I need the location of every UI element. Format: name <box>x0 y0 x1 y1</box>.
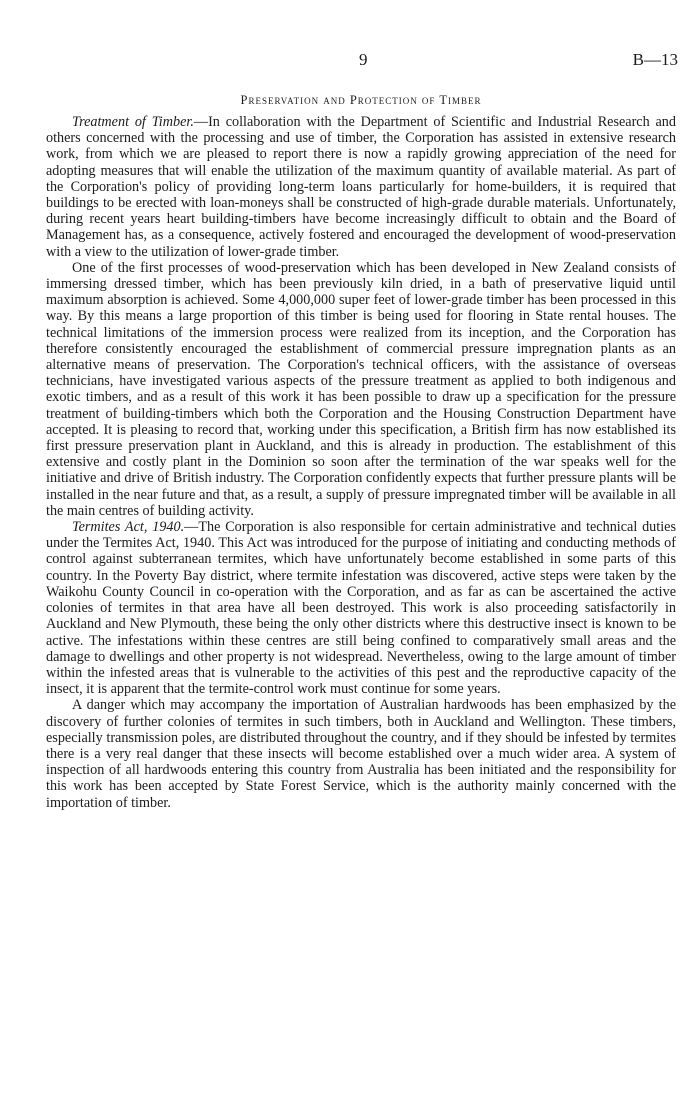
paragraph-text: —In collaboration with the Department of Scientific and Industrial Research and others concerned with the processing and use of timber, the Corporation has assisted in extensive research work, from which we are pleased to report there is now a rapidly growing appreciation of the need for adopting measures that will enable the utilization of the maximum quantity of available material. As part of the Corporation's policy of providing long-term loans particularly for home-builders, it is required that buildings to be erected with loan-moneys shall be constructed of high-grade durable materials. Unfortunately, during recent years heart building-timbers have become increasingly difficult to obtain and the Board of Management has, as a consequence, actively fostered and encouraged the development of wood-preservation with a view to the utilization of lower-grade timber. <box>46 114 676 260</box>
document-reference: B—13 <box>632 50 678 69</box>
paragraph-wood-preservation <box>46 260 676 519</box>
run-in-heading: Treatment of Timber. <box>72 114 194 130</box>
page-header <box>0 50 700 72</box>
run-in-heading: Termites Act, 1940. <box>72 519 185 536</box>
section-title: Preservation and Protection of Timber <box>240 93 482 107</box>
paragraph-text: A danger which may accompany the importation of Australian hardwoods has been emphasized by the discovery of further colonies of termites in such timbers, both in Auckland and Wellington. These timbers, especially transmission poles, are distributed throughout the country, and if they should be infested by termites there is a very real danger that these insects will become established over a much wider area. A system of inspection of all hardwoods entering this country from Australia has been initiated and the responsibility for this work has been accepted by State Forest Service, which is the authority mainly concerned with the importation of timber. <box>46 697 676 811</box>
page-number: 9 <box>359 50 368 69</box>
paragraph-australian-hardwoods <box>46 697 676 810</box>
paragraph-termites-act <box>46 519 676 697</box>
page-body <box>46 93 676 811</box>
paragraph-text: One of the first processes of wood-preservation which has been developed in New Zealand consists of immersing dressed timber, which has been previously kiln dried, in a bath of preservative liquid until maximum absorption is achieved. Some 4,000,000 super feet of lower-grade timber has been processed in this way. By this means a large proportion of this timber is being used for flooring in State rental houses. The technical limitations of the immersion process were realized from its inception, and the Corporation has therefore consistently encouraged the establishment of commercial pressure impregnation plants as an alternative means of preservation. The Corporation's technical officers, with the assistance of overseas technicians, have investigated various aspects of the pressure treatment as applied to both indigenous and exotic timbers, and as a result of this work it has been possible to draw up a specification for the pressure treatment of building-timbers which both the Corporation and the Housing Construction Department have accepted. It is pleasing to record that, working under this specification, a British firm has now established its first pressure preservation plant in Auckland, and this is already in production. The establishment of this extensive and costly plant in the Dominion so soon after the termination of the war speaks well for the initiative and drive of British industry. The Corporation confidently expects that further pressure plants will be installed in the near future and that, as a result, a supply of pressure impregnated timber will be available in all the main centres of building activity. <box>46 259 676 519</box>
paragraph-treatment-of-timber <box>46 114 676 260</box>
paragraph-text: —The Corporation is also responsible for certain administrative and technical duties under the Termites Act, 1940. This Act was introduced for the purpose of initiating and conducting methods of control against subterranean termites, which have unfortunately become established in some parts of this country. In the Poverty Bay district, where termite infestation was discovered, active steps were taken by the Waikohu County Council in co-operation with the Corporation, and as far as can be ascertained the active colonies of termites in that area have all been destroyed. This work is also proceeding satisfactorily in Auckland and New Plymouth, these being the only other districts where this destructive insect is known to be active. The infestations within these centres are still being confined to comparatively small areas and the damage to dwellings and other property is not widespread. Nevertheless, owing to the large amount of timber within the infested areas that is vulnerable to the activities of this pest and the reproductive capacity of the insect, it is apparent that the termite-control work must continue for some years. <box>46 519 676 698</box>
